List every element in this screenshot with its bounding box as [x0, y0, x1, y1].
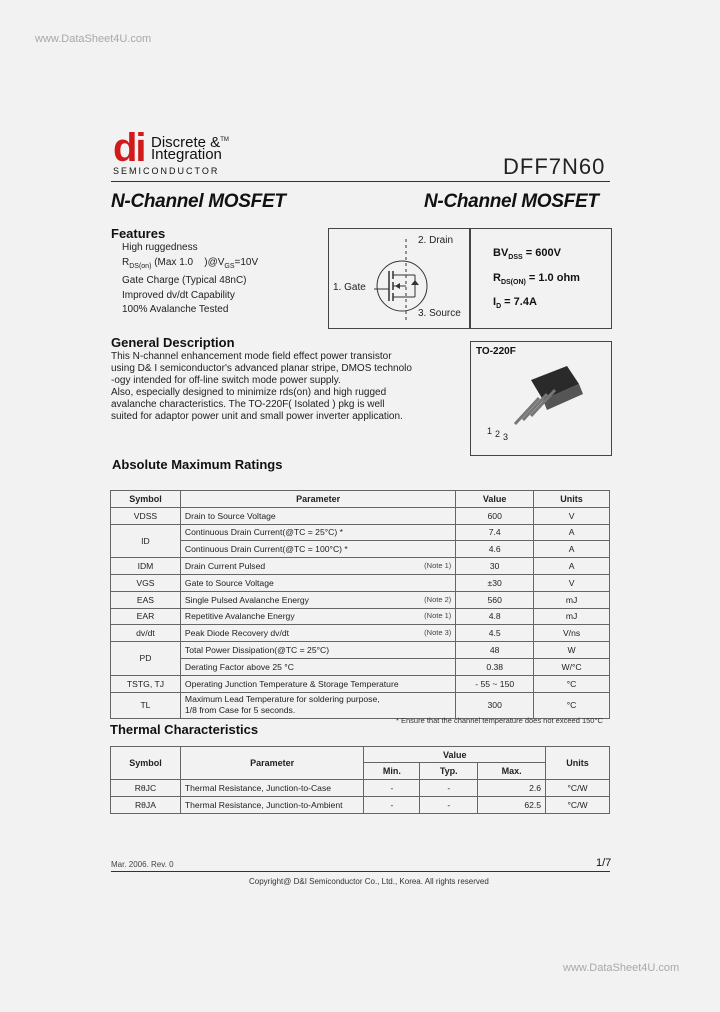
cell-symbol: IDM — [111, 558, 181, 575]
cell-value: 560 — [456, 591, 534, 608]
spec-bvdss: $BV_{DSS} = 600V$ — [493, 247, 561, 262]
table-row — [111, 625, 610, 642]
cell-typ: - — [420, 796, 478, 813]
package-label: TO-220F — [476, 346, 516, 357]
source-label: 3. Source — [418, 308, 461, 319]
cell-note: (Note 2) — [424, 594, 452, 604]
cell-param: Thermal Resistance, Junction-to-Ambient — [180, 796, 364, 813]
cell-unit: V — [534, 507, 610, 524]
cell-unit: mJ — [534, 608, 610, 625]
cell-sym: RθJA — [111, 796, 181, 813]
cell-parameter: Drain to Source Voltage — [180, 507, 455, 524]
cell-parameter: (Note 3) Peak Diode Recovery dv/dt — [180, 625, 455, 642]
cell-parameter: Gate to Source Voltage — [180, 574, 455, 591]
cell-max: 2.6 — [478, 780, 546, 797]
feature-item: High ruggedness — [122, 242, 198, 253]
part-number: DFF7N60 — [503, 154, 606, 179]
footer-date: Mar. 2006. Rev. 0 — [111, 860, 174, 869]
col-units: Units — [534, 491, 610, 508]
cell-symbol: dv/dt — [111, 625, 181, 642]
thermal-row — [111, 780, 610, 797]
cell-max: 62.5 — [478, 796, 546, 813]
cell-value: 30 — [456, 558, 534, 575]
logo-mark: di — [113, 126, 145, 170]
cell-min: - — [364, 780, 420, 797]
title-left: N-Channel MOSFET — [111, 191, 286, 212]
cell-unit: °C — [534, 675, 610, 692]
description-line: This N-channel enhancement mode field effect power transistor — [111, 351, 392, 362]
table-row — [111, 675, 610, 692]
col-value: Value — [456, 491, 534, 508]
cell-unit: V — [534, 574, 610, 591]
logo-line-2: Integration — [151, 146, 222, 163]
cell-parameter: (Note 2) Single Pulsed Avalanche Energy — [180, 591, 455, 608]
spec-id: $I_D = 7.4A$ — [493, 296, 537, 311]
table-row — [111, 524, 610, 541]
cell-param: Thermal Resistance, Junction-to-Case — [180, 780, 364, 797]
cell-value: 600 — [456, 507, 534, 524]
abs-max-footnote: * Ensure that the channel temperature does not exceed 150°C — [396, 716, 603, 725]
watermark-top: www.DataSheet4U.com — [35, 33, 152, 45]
features-heading: Features — [111, 226, 166, 241]
cell-symbol: EAR — [111, 608, 181, 625]
cell-symbol: TL — [111, 692, 181, 718]
cell-symbol: VGS — [111, 574, 181, 591]
cell-unit: A — [534, 541, 610, 558]
mosfet-symbol-box — [328, 228, 470, 329]
thermal-col-value: Value — [364, 747, 546, 763]
description-line: suited for adaptor power unit and small power inverter application. — [111, 411, 403, 422]
feature-item: Improved dv/dt Capability — [122, 289, 235, 301]
thermal-col-parameter: Parameter — [180, 747, 364, 780]
feature-item: 100% Avalanche Tested — [122, 304, 229, 316]
table-row — [111, 541, 610, 558]
cell-unit: A — [534, 524, 610, 541]
general-description-body — [111, 351, 461, 423]
table-row — [111, 692, 610, 718]
cell-parameter: Derating Factor above 25 °C — [180, 658, 455, 675]
feature-item: Gate Charge (Typical 48nC) — [122, 275, 247, 287]
cell-unit: V/ns — [534, 625, 610, 642]
cell-symbol: EAS — [111, 591, 181, 608]
feature-item-rds: $R_{DS(on)}$ (Max 1.0 )$@V_{GS}=10V$ — [122, 256, 259, 270]
cell-note: (Note 1) — [424, 561, 452, 571]
description-line: -ogy intended for off-line switch mode power supply. — [111, 375, 341, 386]
header-rule — [111, 181, 610, 182]
to220f-package-icon — [471, 342, 613, 457]
cell-value: 7.4 — [456, 524, 534, 541]
abs-max-heading: Absolute Maximum Ratings — [112, 457, 283, 472]
col-symbol: Symbol — [111, 491, 181, 508]
cell-symbol: PD — [111, 642, 181, 676]
thermal-table — [110, 746, 610, 814]
key-specs-box — [470, 228, 612, 329]
gate-label: 1. Gate — [333, 282, 366, 293]
cell-sym: RθJC — [111, 780, 181, 797]
cell-parameter: Continuous Drain Current(@TC = 100°C) * — [180, 541, 455, 558]
cell-typ: - — [420, 780, 478, 797]
cell-parameter: (Note 1) Drain Current Pulsed — [180, 558, 455, 575]
pin-1-label: 1 — [487, 426, 493, 436]
spec-rdson: $R_{DS(ON)} = 1.0$ ohm — [493, 272, 580, 287]
watermark-bottom: www.DataSheet4U.com — [563, 962, 680, 974]
description-line: Also, especially designed to minimize rds(on) and high rugged — [111, 387, 387, 398]
cell-unit: °C — [534, 692, 610, 718]
cell-unit: mJ — [534, 591, 610, 608]
cell-value: 4.5 — [456, 625, 534, 642]
cell-parameter: Continuous Drain Current(@TC = 25°C) * — [180, 524, 455, 541]
package-box — [470, 341, 612, 456]
cell-parameter: Maximum Lead Temperature for soldering purpose, 1/8 from Case for 5 seconds. — [180, 692, 455, 718]
cell-value: ±30 — [456, 574, 534, 591]
cell-note: (Note 3) — [424, 628, 452, 638]
table-row — [111, 507, 610, 524]
thermal-col-units: Units — [546, 747, 610, 780]
table-row — [111, 558, 610, 575]
description-line: avalanche characteristics. The TO-220F( Isolated ) pkg is well — [111, 399, 385, 410]
title-right: N-Channel MOSFET — [424, 191, 599, 212]
pin-3-label: 3 — [503, 432, 509, 442]
cell-value: - 55 ~ 150 — [456, 675, 534, 692]
table-row — [111, 591, 610, 608]
logo-tm: TM — [220, 137, 229, 143]
thermal-row — [111, 796, 610, 813]
thermal-col-min: Min. — [364, 763, 420, 780]
abs-max-table — [110, 490, 610, 719]
cell-unit: A — [534, 558, 610, 575]
cell-symbol: TSTG, TJ — [111, 675, 181, 692]
cell-symbol: VDSS — [111, 507, 181, 524]
cell-unit: W/°C — [534, 658, 610, 675]
thermal-heading: Thermal Characteristics — [110, 722, 259, 737]
cell-value: 4.6 — [456, 541, 534, 558]
thermal-col-symbol: Symbol — [111, 747, 181, 780]
cell-parameter: Operating Junction Temperature & Storage Temperature — [180, 675, 455, 692]
logo-line-1: Discrete & — [151, 134, 221, 151]
cell-value: 4.8 — [456, 608, 534, 625]
cell-value: 300 — [456, 692, 534, 718]
table-row — [111, 608, 610, 625]
table-row — [111, 658, 610, 675]
general-description-heading: General Description — [111, 335, 235, 350]
footer-copyright: Copyright@ D&I Semiconductor Co., Ltd., Korea. All rights reserved — [249, 877, 489, 886]
cell-value: 0.38 — [456, 658, 534, 675]
footer-page: 1/7 — [596, 857, 612, 869]
features-list — [122, 241, 322, 318]
footer-rule — [111, 871, 610, 872]
cell-min: - — [364, 796, 420, 813]
description-line: using D& I semiconductor's advanced planar stripe, DMOS technolo — [111, 363, 412, 374]
table-row — [111, 574, 610, 591]
cell-note: (Note 1) — [424, 611, 452, 621]
cell-unit: W — [534, 642, 610, 659]
thermal-col-max: Max. — [478, 763, 546, 780]
cell-parameter: (Note 1) Repetitive Avalanche Energy — [180, 608, 455, 625]
thermal-col-typ: Typ. — [420, 763, 478, 780]
pin-2-label: 2 — [495, 429, 501, 439]
cell-parameter: Total Power Dissipation(@TC = 25°C) — [180, 642, 455, 659]
table-row — [111, 642, 610, 659]
col-parameter: Parameter — [180, 491, 455, 508]
cell-unit: °C/W — [546, 780, 610, 797]
drain-label: 2. Drain — [418, 235, 454, 246]
cell-symbol: ID — [111, 524, 181, 558]
cell-unit: °C/W — [546, 796, 610, 813]
cell-value: 48 — [456, 642, 534, 659]
logo-line-3: SEMICONDUCTOR — [113, 166, 220, 176]
table-header-row — [111, 491, 610, 508]
